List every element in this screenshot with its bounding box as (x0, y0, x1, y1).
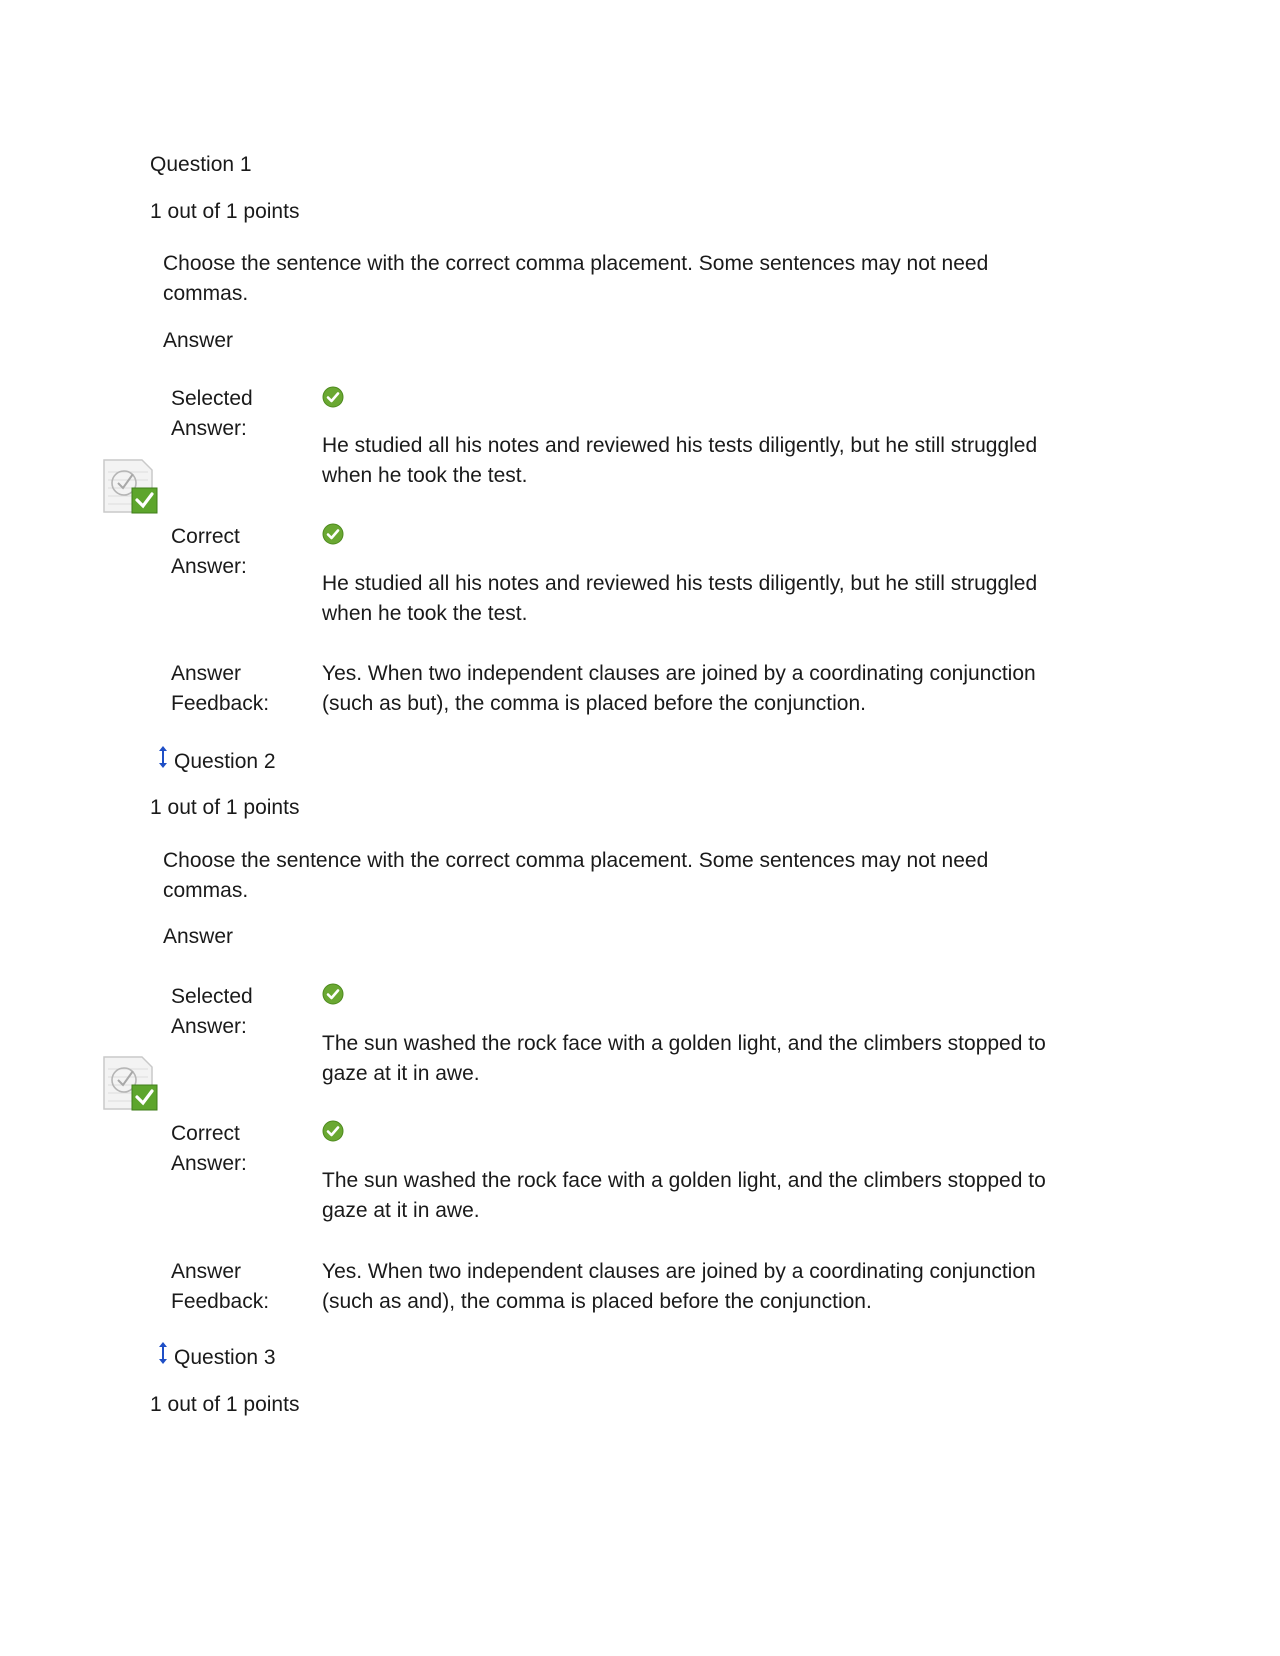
answer-feedback-label: Answer Feedback: (171, 662, 270, 715)
correct-doc-icon (102, 458, 158, 514)
check-circle-icon (322, 523, 344, 545)
selected-answer-text: The sun washed the rock face with a golden light, and the climbers stopped to gaze at it in awe. (322, 1032, 1046, 1085)
answer-heading: Answer (163, 329, 234, 352)
correct-answer-label: Correct Answer: (171, 525, 247, 578)
answer-feedback-label: Answer Feedback: (171, 1260, 270, 1313)
selected-answer-label: Selected Answer: (171, 985, 253, 1038)
question-title: Question 2 (174, 750, 276, 773)
correct-answer-label: Correct Answer: (171, 1122, 247, 1175)
answer-feedback-text: Yes. When two independent clauses are joined by a coordinating conjunction (such as but), the comma is placed before the conjunction. (322, 662, 1036, 715)
check-circle-icon (322, 983, 344, 1005)
question-prompt: Choose the sentence with the correct comma placement. Some sentences may not need commas. (163, 252, 989, 305)
question-prompt: Choose the sentence with the correct comma placement. Some sentences may not need commas. (163, 849, 989, 902)
question-points: 1 out of 1 points (150, 1393, 300, 1416)
correct-doc-icon (102, 1055, 158, 1111)
answer-heading: Answer (163, 925, 234, 948)
question-title: Question 1 (150, 153, 252, 176)
reorder-arrows-icon[interactable] (157, 744, 169, 770)
answer-feedback-text: Yes. When two independent clauses are joined by a coordinating conjunction (such as and), the comma is placed before the conjunction. (322, 1260, 1036, 1313)
selected-answer-text: He studied all his notes and reviewed his tests diligently, but he still struggled when he took the test. (322, 434, 1038, 487)
question-points: 1 out of 1 points (150, 796, 300, 819)
question-title: Question 3 (174, 1346, 276, 1369)
correct-answer-text: He studied all his notes and reviewed his tests diligently, but he still struggled when he took the test. (322, 572, 1038, 625)
check-circle-icon (322, 386, 344, 408)
question-points: 1 out of 1 points (150, 200, 300, 223)
reorder-arrows-icon[interactable] (157, 1340, 169, 1366)
correct-answer-text: The sun washed the rock face with a golden light, and the climbers stopped to gaze at it in awe. (322, 1169, 1046, 1222)
check-circle-icon (322, 1120, 344, 1142)
selected-answer-label: Selected Answer: (171, 387, 253, 440)
